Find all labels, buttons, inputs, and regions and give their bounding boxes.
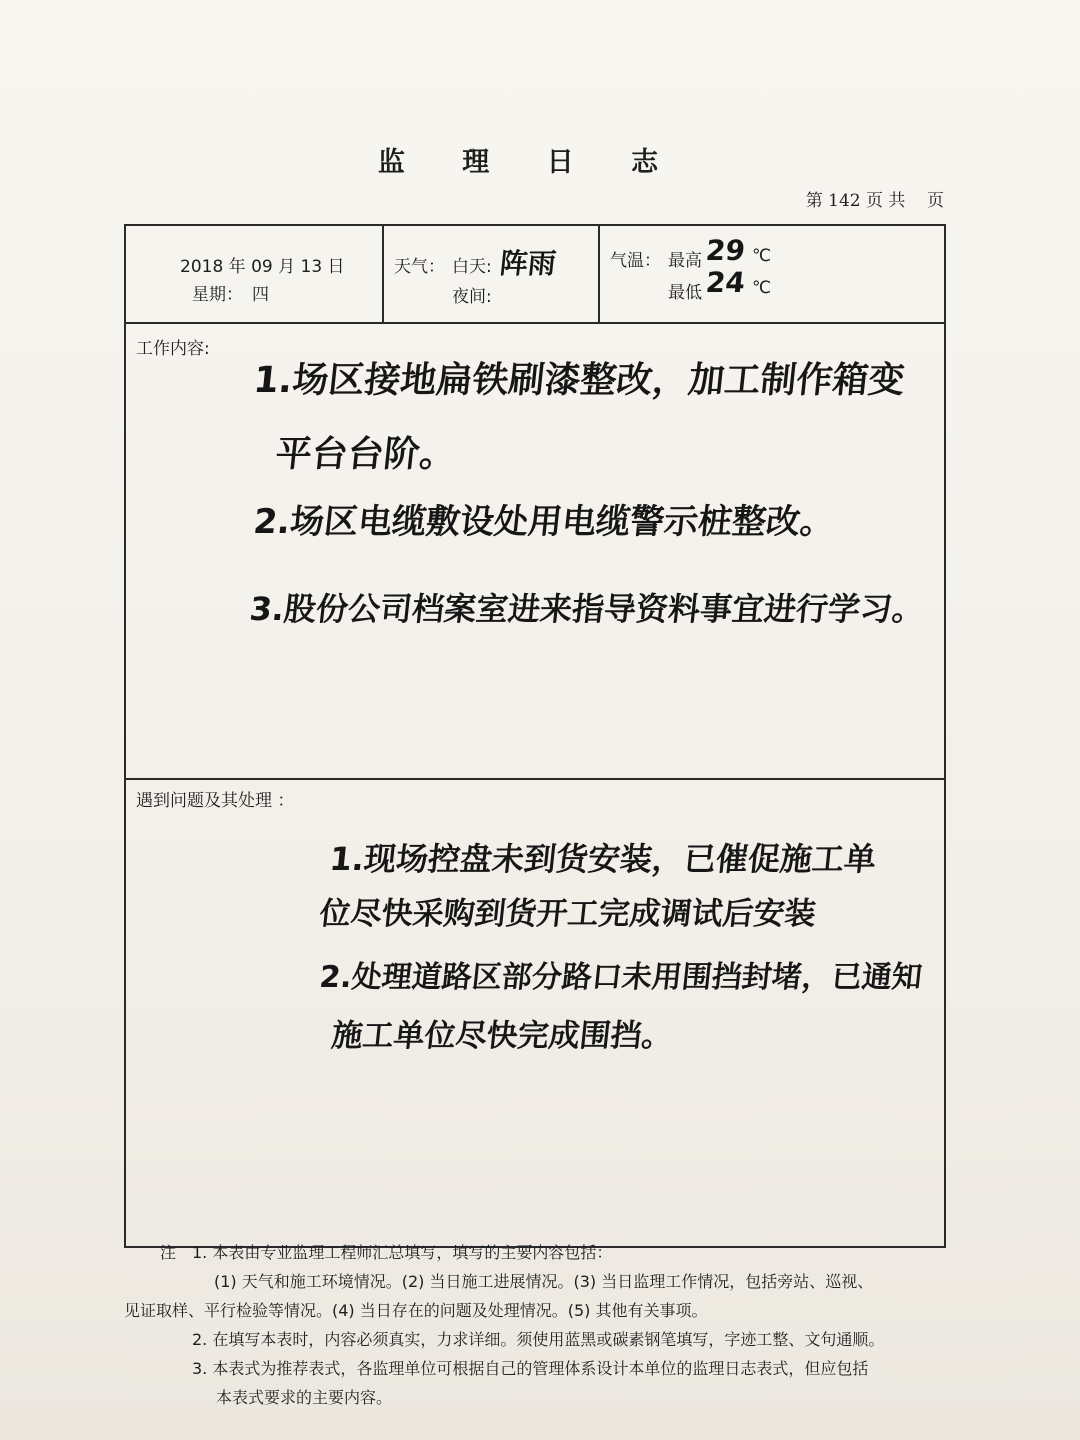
weekday-label: 星期： [192,285,243,305]
issue-line-1: 1.现场控盘未到货安装，已催促施工单 [327,840,879,878]
temp-low-label: 最低 [668,283,702,303]
day-weather-value: 阵雨 [498,247,558,280]
temp-high-unit: ℃ [752,246,772,266]
note-1-text: 1. 本表由专业监理工程师汇总填写，填写的主要内容包括： [192,1243,613,1262]
weekday-value: 四 [252,285,269,305]
night-label: 夜间: [452,287,492,307]
work-line-4: 3.股份公司档案室进来指导资料事宜进行学习。 [247,590,927,628]
notes-section [124,1238,954,1412]
work-content-label: 工作内容: [136,339,210,359]
issue-line-3: 2.处理道路区部分路口未用围挡封堵，已通知 [317,960,924,995]
temp-low-value: 24 [704,266,747,299]
temp-high-label: 最高 [668,251,702,271]
temp-low-unit: ℃ [752,278,772,298]
issues-label: 遇到问题及其处理 ： [136,791,295,811]
note-prefix: 注 [160,1243,177,1262]
date-line: 2018 年 09 月 13 日 [180,257,345,277]
temp-high-value: 29 [704,234,747,267]
weather-label: 天气： [394,257,445,277]
issue-line-2: 位尽快采购到货开工完成调试后安装 [317,896,818,932]
note-3b: 本表式要求的主要内容。 [216,1388,393,1407]
day-label: 白天: [452,257,492,277]
date-cell [126,226,384,322]
page-title: 监 理 日 志 [377,147,683,178]
note-1b: 见证取样、平行检验等情况。(4) 当日存在的问题及处理情况。(5) 其他有关事项。 [124,1301,708,1320]
note-1a: (1) 天气和施工环境情况。(2) 当日施工进展情况。(3) 当日监理工作情况，包括旁站、巡视、 [214,1272,874,1291]
issue-line-4: 施工单位尽快完成围挡。 [329,1018,675,1054]
issues-section [126,778,944,1246]
work-content-section [126,322,944,780]
note-2: 2. 在填写本表时，内容必须真实，力求详细。须使用蓝黑或碳素钢笔填写，字迹工整、文句通顺。 [192,1330,885,1349]
page-number: 第 142 页 共 页 [805,191,944,211]
work-line-3: 2.场区电缆敷设处用电缆警示桩整改。 [251,502,837,542]
temp-label: 气温： [610,251,661,271]
log-table [124,224,946,1248]
work-line-1: 1.场区接地扁铁刷漆整改，加工制作箱变 [251,360,907,401]
temperature-cell [600,226,944,322]
header-row [126,226,944,324]
work-line-2: 平台台阶。 [273,434,458,475]
weather-cell [384,226,600,322]
note-3a: 3. 本表式为推荐表式，各监理单位可根据自己的管理体系设计本单位的监理日志表式，但应包括 [192,1359,869,1378]
note-1 [124,1238,954,1267]
